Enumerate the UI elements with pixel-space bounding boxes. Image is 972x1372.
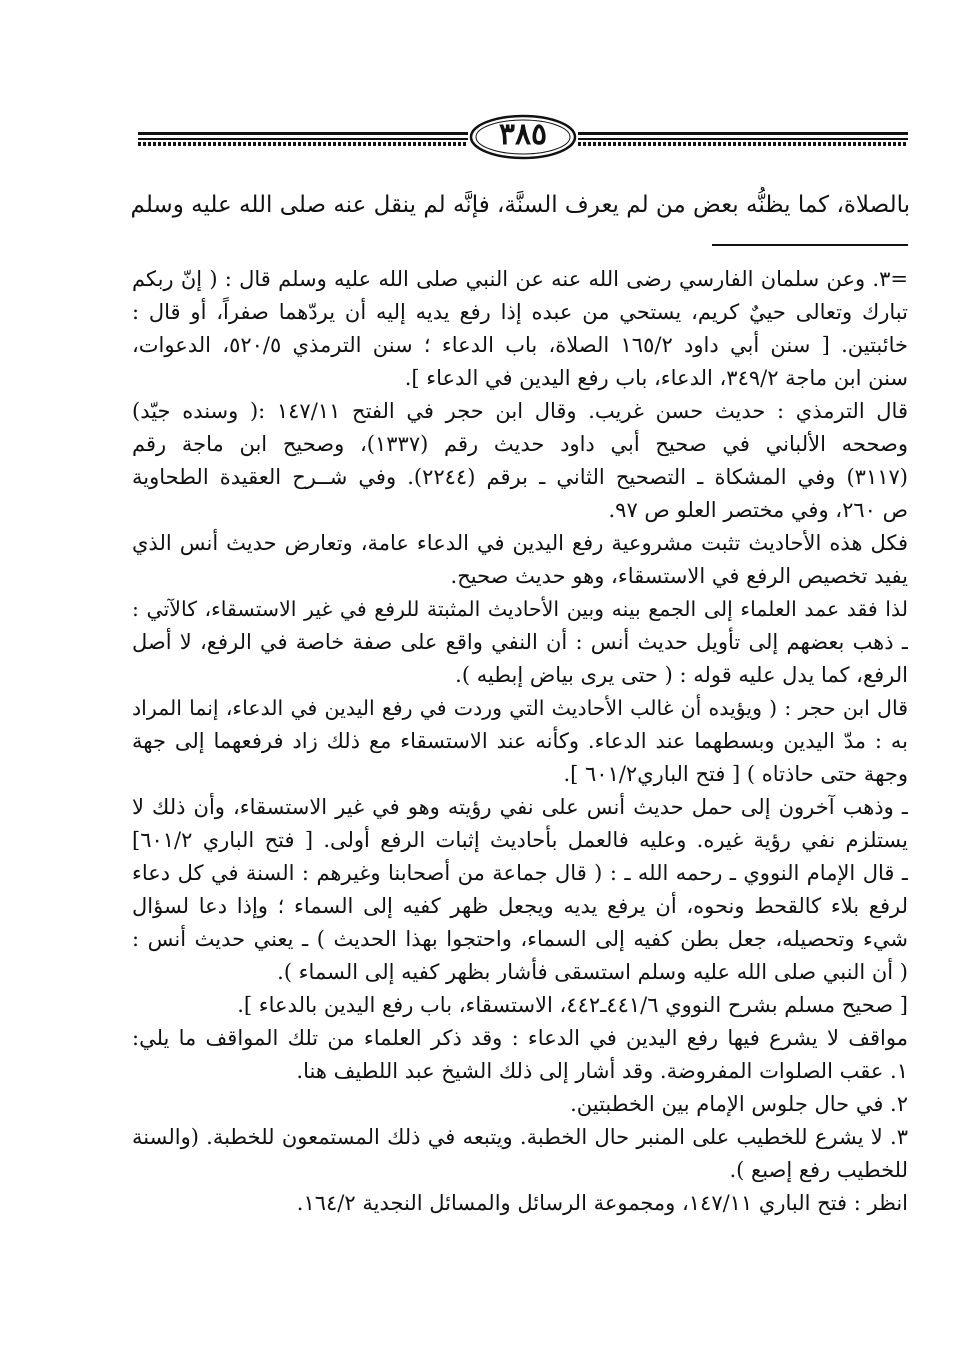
header-rule-right [578,132,908,146]
footnote-line: قال الترمذي : حديث حسن غريب. وقال ابن حجر في الفتح ١٤٧/١١ :( وسنده جيّد) [132,399,908,423]
footnote-line: ١. عقب الصلوات المفروضة. وقد أشار إلى ذلك الشيخ عبد اللطيف هنا. [296,1059,908,1083]
footnote-line: يفيد تخصيص الرفع في الاستسقاء، وهو حديث صحيح. [450,564,908,588]
footnote-line: ٣. لا يشرع للخطيب على المنبر حال الخطبة. ويتبعه في ذلك المستمعون للخطبة. (والسنة [132,1125,908,1149]
footnote-line: ـ وذهب آخرون إلى حمل حديث أنس على نفي رؤيته وهو في غير الاستسقاء، وأن ذلك لا [132,795,908,819]
footnote-separator [712,244,908,246]
footnote-line: لذا فقد عمد العلماء إلى الجمع بينه وبين الأحاديث المثبتة للرفع في غير الاستسقاء، كالآتي : [132,597,908,621]
footnote-line: مواقف لا يشرع فيها رفع اليدين في الدعاء : وقد ذكر العلماء من تلك المواقف ما يلي: [132,1026,908,1050]
footnote-line: (٣١١٧) وفي المشكاة ـ التصحيح الثاني ـ برقم (٢٢٤٤). وفي شــرح العقيدة الطحاوية [132,465,908,489]
footnote-line: به : مدّ اليدين وبسطهما عند الدعاء. وكأنه عند الاستسقاء مع ذلك زاد فرفعهما إلى جهة [132,729,908,753]
page-number: ٣٨٥ [498,117,548,152]
footnote-line: سنن ابن ماجة ٣٤٩/٢، الدعاء، باب رفع اليدين في الدعاء ]. [404,366,908,390]
footnote-line: فكل هذه الأحاديث تثبت مشروعية رفع اليدين في الدعاء عامة، وتعارض حديث أنس الذي [132,531,908,555]
footnote-line: ص ٢٦٠، وفي مختصر العلو ص ٩٧. [608,498,908,522]
footnote-line: شيء وتحصيله، جعل بطن كفيه إلى السماء، واحتجوا بهذا الحديث ) ـ يعني حديث أنس : [132,927,908,951]
footnote-line: قال ابن حجر : ( ويؤيده أن غالب الأحاديث التي وردت في رفع اليدين في الدعاء، إنما المراد [132,696,908,720]
footnote-line: للخطيب رفع إصبع ). [729,1158,908,1182]
header-rule-left [138,132,468,146]
page-header-ornament [138,112,908,162]
main-text-line: بالصلاة، كما يظنُّه بعض من لم يعرف السنَّة، فإنَّه لم ينقل عنه صلى الله عليه وسلم [130,192,910,218]
page-number-frame [468,112,578,162]
footnote-line: ـ ذهب بعضهم إلى تأويل حديث أنس : أن النفي واقع على صفة خاصة في الرفع، لا أصل [132,630,908,654]
footnote-line: [ صحيح مسلم بشرح النووي ٤٤١/٦ـ٤٤٢، الاستسقاء، باب رفع اليدين بالدعاء ]. [237,993,908,1017]
footnote-line: يستلزم نفي رؤية غيره. وعليه فالعمل بأحاديث إثبات الرفع أولى. [ فتح الباري ٦٠١/٢] [132,828,908,852]
footnote-line: تبارك وتعالى حييٌ كريم، يستحي من عبده إذا رفع يديه إليه أن يردّهما صفراً، أو قال : [132,300,908,324]
footnote-line: ( أن النبي صلى الله عليه وسلم استسقى فأشار بظهر كفيه إلى السماء ). [277,960,908,984]
footnote-line: الرفع، كما يدل عليه قوله : ( حتى يرى بياض إبطيه ). [455,663,908,687]
footnote-line: وجهة حتى حاذتاه ) [ فتح الباري٦٠١/٢ ]. [563,762,908,786]
footnote-line: =٣. وعن سلمان الفارسي رضى الله عنه عن النبي صلى الله عليه وسلم قال : ( إنّ ربكم [132,267,908,291]
footnote-line: خائبتين. [ سنن أبي داود ١٦٥/٢ الصلاة، باب الدعاء ؛ سنن الترمذي ٥٢٠/٥، الدعوات، [132,333,908,357]
footnote-line: ـ قال الإمام النووي ـ رحمه الله ـ : ( قال جماعة من أصحابنا وغيرهم : السنة في كل دعاء [132,861,908,885]
footnote-line: ٢. في حال جلوس الإمام بين الخطبتين. [570,1092,908,1116]
footnote-line: لرفع بلاء كالقحط ونحوه، أن يرفع يديه ويجعل ظهر كفيه إلى السماء ؛ وإذا دعا لسؤال [132,894,908,918]
footnote-line: وصححه الألباني في صحيح أبي داود حديث رقم (١٣٣٧)، وصحيح ابن ماجة رقم [132,432,908,456]
footnote-line: انظر : فتح الباري ١٤٧/١١، ومجموعة الرسائل والمسائل النجدية ١٦٤/٢. [296,1191,908,1215]
